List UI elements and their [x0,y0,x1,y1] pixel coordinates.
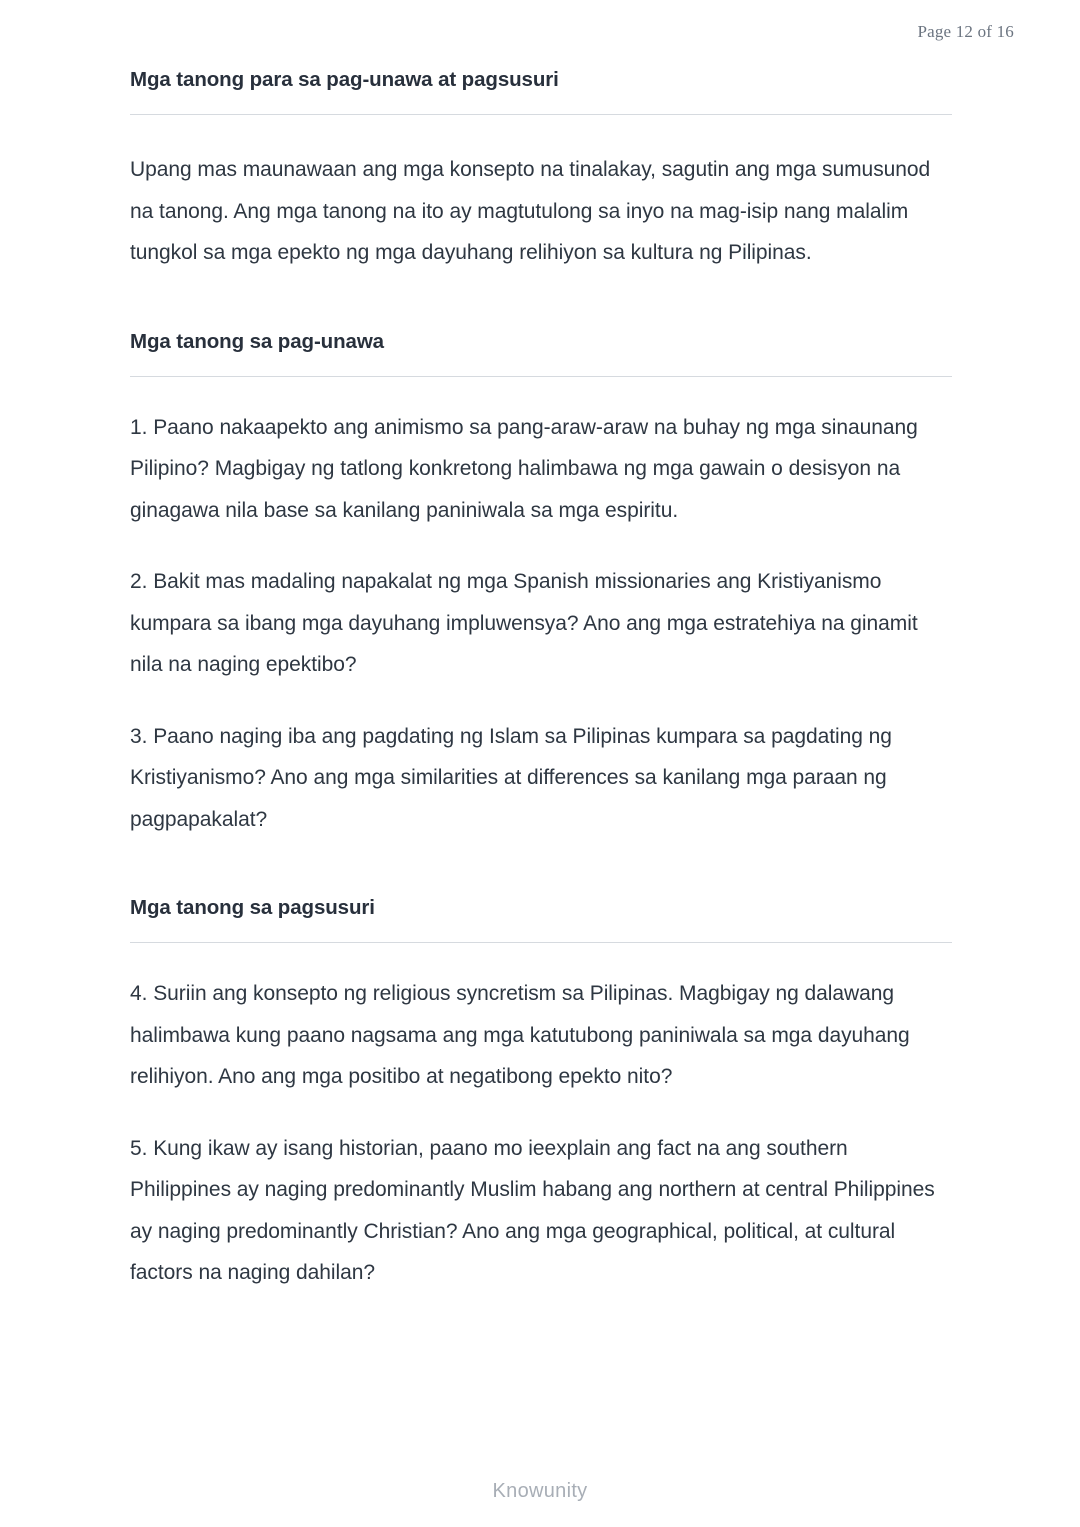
footer-brand: Knowunity [492,1480,588,1502]
question-item: 3. Paano naging iba ang pagdating ng Islam sa Pilipinas kumpara sa pagdating ng Kristiyanismo? Ano ang mga similarities at differences sa kanilang mga paraan ng pagpapakalat? [130,724,892,831]
question-item: 1. Paano nakaapekto ang animismo sa pang-araw-araw na buhay ng mga sinaunang Pilipino? Magbigay ng tatlong konkretong halimbawa ng mga gawain o desisyon na ginagawa nila base sa kanilang paniniwala sa mga espiritu. [130,415,918,522]
section-heading-analysis: Mga tanong sa pagsusuri [130,896,375,919]
intro-paragraph: Upang mas maunawaan ang mga konsepto na tinalakay, sagutin ang mga sumusunod na tanong. Ang mga tanong na ito ay magtutulong sa inyo na mag-isip nang malalim tungkol sa mga epekto ng mga dayuhang relihiyon sa kultura ng Pilipinas. [130,158,931,264]
section-heading-comprehension: Mga tanong sa pag-unawa [130,329,384,353]
page-title: Mga tanong para sa pag-unawa at pagsusuri [130,68,559,91]
question-item: 4. Suriin ang konsepto ng religious syncretism sa Pilipinas. Magbigay ng dalawang halimbawa kung paano nagsama ang mga katutubong paniniwala sa mga dayuhang relihiyon. Ano ang mga positibo at negatibong epekto nito? [130,982,910,1088]
question-item: 2. Bakit mas madaling napakalat ng mga Spanish missionaries ang Kristiyanismo kumpara sa ibang mga dayuhang impluwensya? Ano ang mga estratehiya na ginamit nila na naging epektibo? [130,570,918,676]
document-content [130,68,952,1294]
question-item: 5. Kung ikaw ay isang historian, paano mo ieexplain ang fact na ang southern Philippines ay naging predominantly Muslim habang ang northern at central Philippines ay naging predominantly Christian? Ano ang mga geographical, political, at cultural factors na naging dahilan? [130,1136,935,1284]
page-number-label: Page 12 of 16 [917,22,1014,41]
